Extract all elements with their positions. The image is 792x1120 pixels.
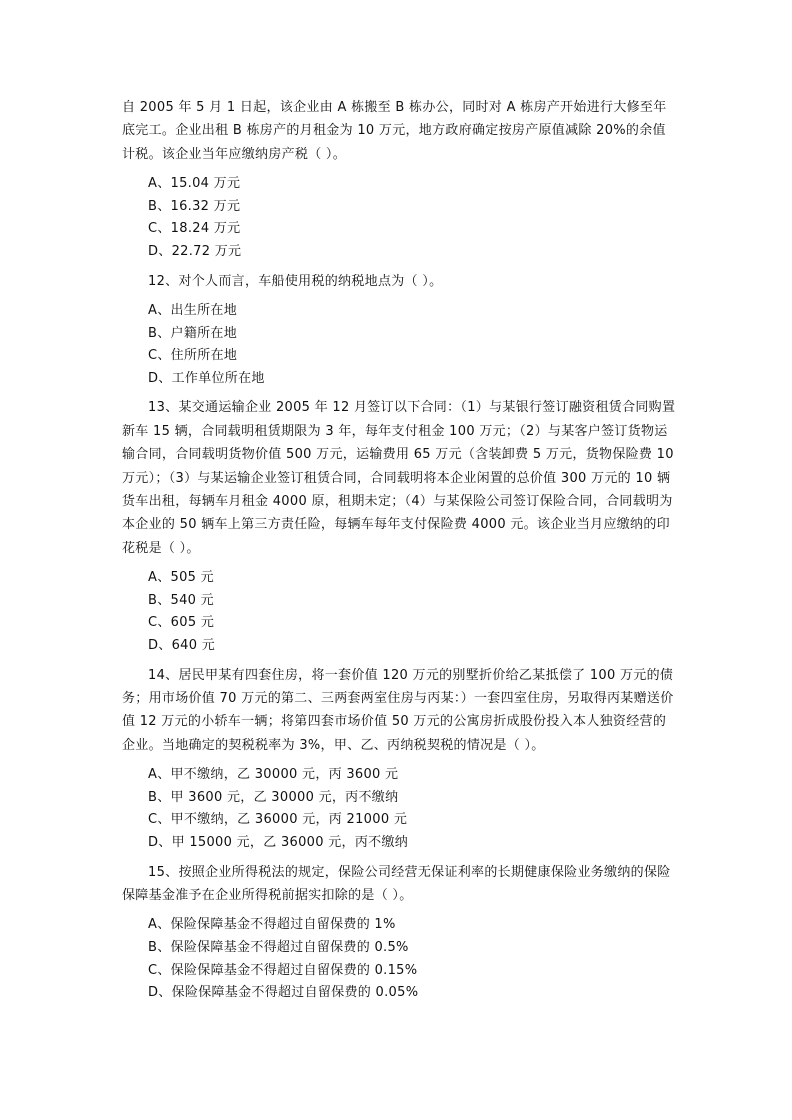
option-c: C、保险保障基金不得超过自留保费的 0.15% [148,962,418,978]
intro-options [148,173,676,263]
option-b: B、户籍所在地 [148,325,238,341]
question-12 [122,270,676,391]
option-b: B、保险保障基金不得超过自留保费的 0.5% [148,940,409,955]
option-b: B、甲 3600 元，乙 30000 元，丙不缴纳 [148,789,399,805]
question-text: 13、某交通运输企业 2005 年 12 月签订以下合同：（1）与某银行签订融资租赁合同购置新车 15 辆，合同载明租赁期限为 3 年，每年支付租金 100 万元；（2）与某客户签订货物运输合同，合同载明货物价值 500 万元，运输费用 65 万元（含装卸费 5 万元，货物保险费 10 万元）；（3）与某运输企业签订租赁合同，合同载明将本企业闲置的总价值 300 万元的 10 辆货车出租，每辆车月租金 4000 原，租期未定；（4）与某保险公司签订保险合同，合同载明为本企业的 50 辆车上第三方责任险，每辆车每年支付保险费 4000 元。该企业当月应缴纳的印花税是（ ）。 [122,400,676,556]
option-d: D、保险保障基金不得超过自留保费的 0.05% [148,985,419,1001]
option-a: A、15.04 万元 [148,176,241,192]
option-c: C、住所所在地 [148,348,238,364]
option-a: A、保险保障基金不得超过自留保费的 1% [148,917,396,933]
question-text: 12、对个人而言，车船使用税的纳税地点为（ ）。 [148,273,443,289]
question-options [148,764,676,854]
option-a: A、出生所在地 [148,303,237,318]
option-d: D、640 元 [148,638,216,653]
question-options [148,567,676,657]
question-15 [122,861,676,1005]
option-b: B、16.32 万元 [148,198,241,214]
option-d: D、工作单位所在地 [148,370,265,386]
option-a: A、甲不缴纳，乙 30000 元，丙 3600 元 [148,767,399,783]
option-d: D、甲 15000 元，乙 36000 元，丙不缴纳 [148,835,409,850]
question-14 [122,664,676,855]
option-d: D、22.72 万元 [148,244,242,259]
question-13 [122,396,676,657]
intro-paragraph: 自 2005 年 5 月 1 日起，该企业由 A 栋搬至 B 栋办公，同时对 A 栋房产开始进行大修至年底完工。企业出租 B 栋房产的月租金为 10 万元，地方政府确定按房产原值减除 20%的余值计税。该企业当年应缴纳房产税（ ）。 [122,100,667,162]
option-b: B、540 元 [148,592,214,608]
question-options [148,300,676,390]
question-text: 15、按照企业所得税法的规定，保险公司经营无保证利率的长期健康保险业务缴纳的保险保障基金准予在企业所得税前据实扣除的是（ ）。 [122,864,671,903]
option-c: C、18.24 万元 [148,221,241,237]
option-c: C、甲不缴纳，乙 36000 元，丙 21000 元 [148,812,408,828]
option-a: A、505 元 [148,570,214,586]
option-c: C、605 元 [148,615,215,631]
question-text: 14、居民甲某有四套住房，将一套价值 120 万元的别墅折价给乙某抵偿了 100 万元的债务；用市场价值 70 万元的第二、三两套两室住房与丙某：）一套四室住房，另取得丙某赠送价值 12 万元的小轿车一辆；将第四套市场价值 50 万元的公寓房折成股份投入本人独资经营的企业。当地确定的契税税率为 3%，甲、乙、丙纳税契税的情况是（ ）。 [122,667,674,753]
question-options [148,914,676,1004]
document-page [122,96,676,1011]
